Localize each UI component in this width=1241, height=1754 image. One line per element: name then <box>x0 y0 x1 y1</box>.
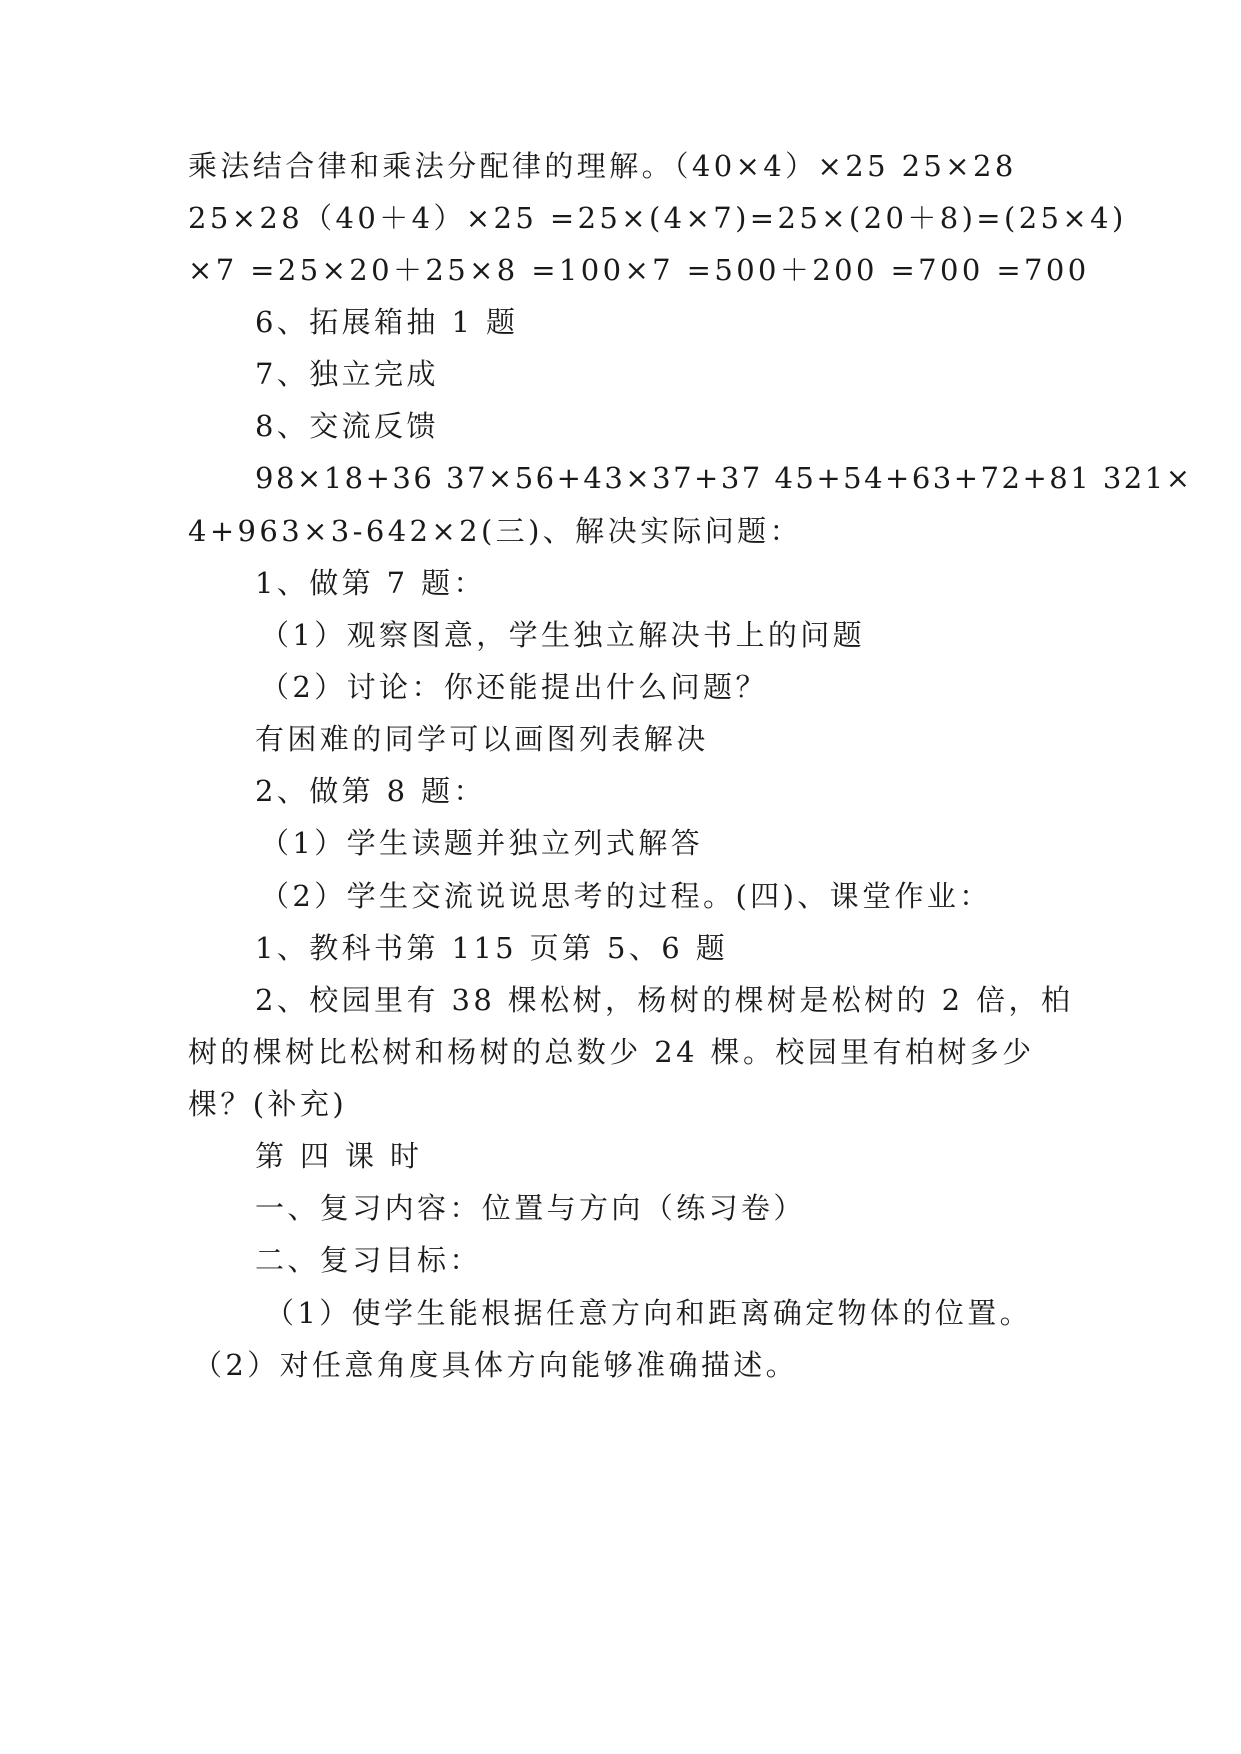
text-line-7: 98×18+36 37×56+43×37+37 45+54+63+72+81 321× <box>255 461 1193 495</box>
text-line-10: （1）观察图意，学生独立解决书上的问题 <box>260 618 866 652</box>
text-line-22: 二、复习目标： <box>255 1243 482 1277</box>
text-line-13: 2、做第 8 题： <box>255 774 486 808</box>
text-line-12: 有困难的同学可以画图列表解决 <box>255 722 709 756</box>
text-line-4: 6、拓展箱抽 1 题 <box>255 305 519 339</box>
text-line-11: （2）讨论：你还能提出什么问题？ <box>260 670 768 704</box>
text-line-3: ×7 =25×20＋25×8 =100×7 =500＋200 =700 =700 <box>188 253 1090 287</box>
text-line-9: 1、做第 7 题： <box>255 566 486 600</box>
text-line-15: （2）学生交流说说思考的过程。(四)、课堂作业： <box>260 879 992 913</box>
text-line-1: 乘法结合律和乘法分配律的理解。（40×4）×25 25×28 <box>188 149 1017 183</box>
text-line-8: 4+963×3-642×2(三)、解决实际问题： <box>188 514 802 548</box>
text-line-16: 1、教科书第 115 页第 5、6 题 <box>255 931 729 965</box>
text-line-21: 一、复习内容：位置与方向（练习卷） <box>255 1191 806 1225</box>
text-line-19: 棵？(补充) <box>188 1087 348 1121</box>
text-line-6: 8、交流反馈 <box>255 409 439 443</box>
text-line-14: （1）学生读题并独立列式解答 <box>260 826 704 860</box>
text-line-23: （1）使学生能根据任意方向和距离确定物体的位置。 <box>265 1296 1033 1330</box>
text-line-2: 25×28（40＋4）×25 =25×(4×7)=25×(20＋8)=(25×4) <box>188 201 1127 235</box>
text-line-18: 树的棵树比松树和杨树的总数少 24 棵。校园里有柏树多少 <box>188 1035 1035 1069</box>
text-line-24: （2）对任意角度具体方向能够准确描述。 <box>193 1348 799 1382</box>
text-line-5: 7、独立完成 <box>255 357 439 391</box>
text-line-17: 2、校园里有 38 棵松树，杨树的棵树是松树的 2 倍，柏 <box>255 983 1074 1017</box>
lesson-heading: 第 四 课 时 <box>255 1139 423 1173</box>
